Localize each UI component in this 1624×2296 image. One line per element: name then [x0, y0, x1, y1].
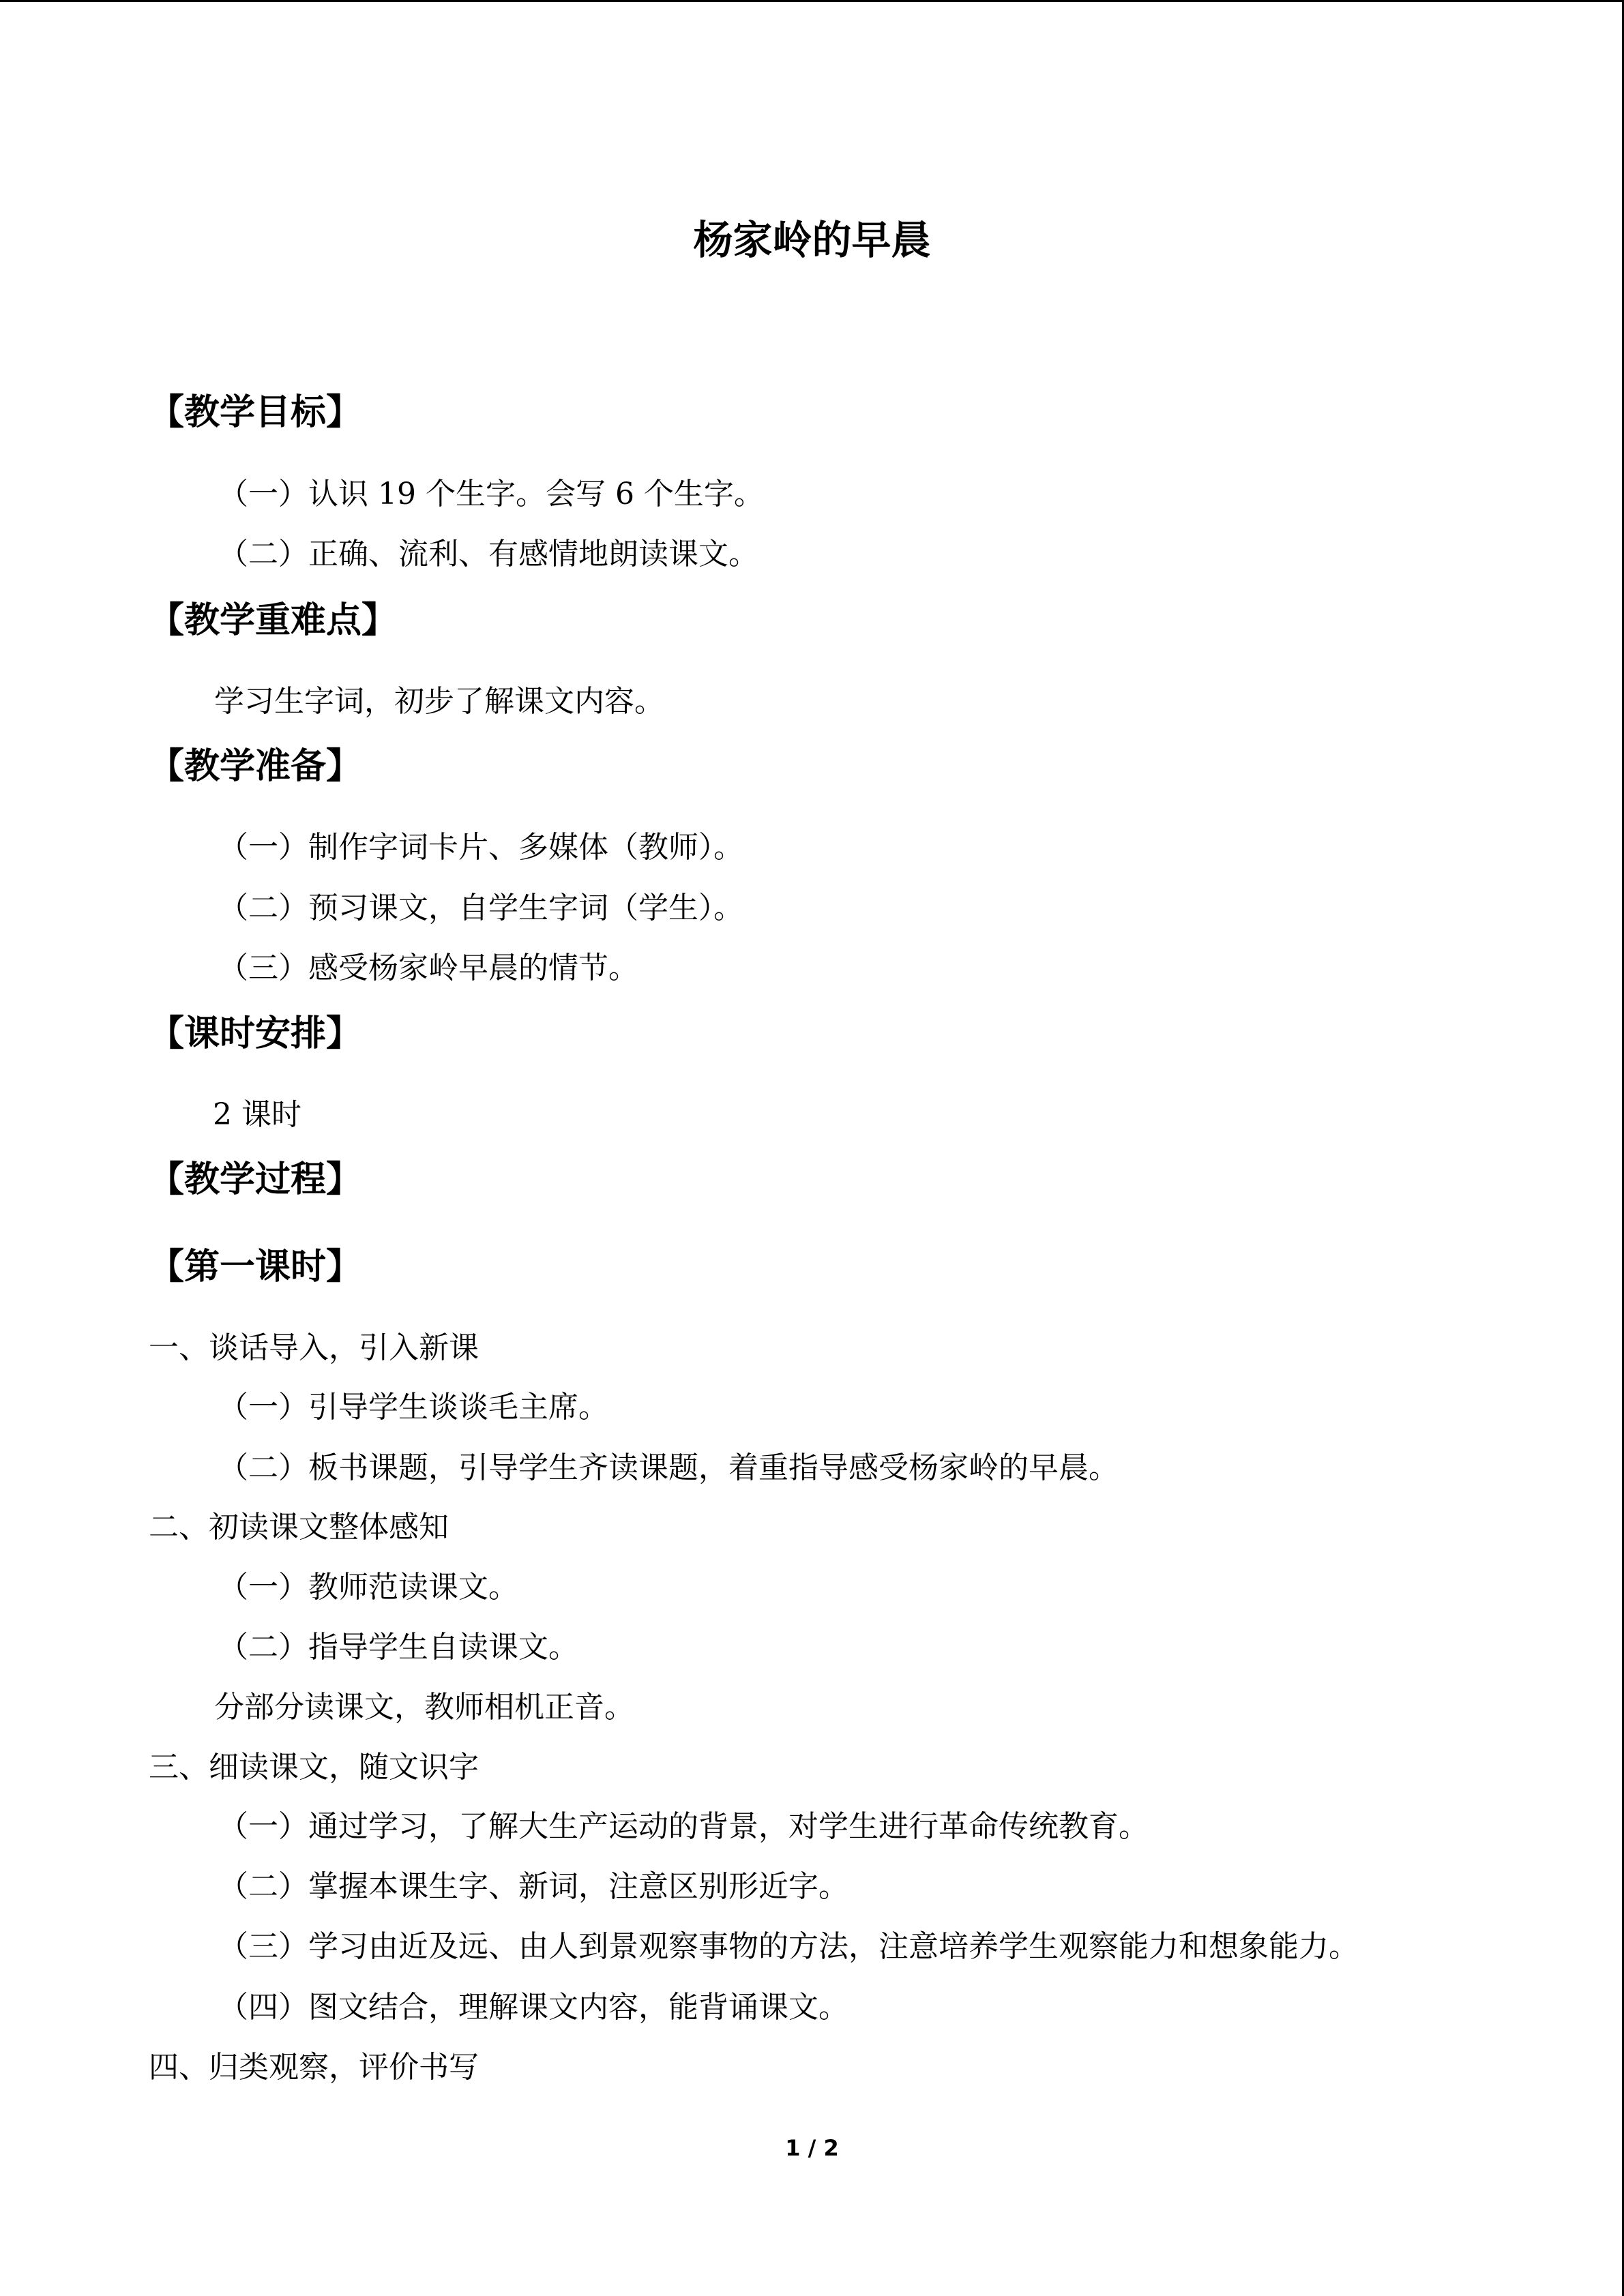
- step-4-title: 四、归类观察，评价书写: [149, 2050, 479, 2085]
- step-1-title: 一、谈话导入，引入新课: [149, 1330, 479, 1365]
- preparation-item-3: （三）感受杨家岭早晨的情节。: [218, 951, 638, 985]
- key-points-heading: 【教学重难点】: [149, 600, 398, 641]
- page-number: 1 / 2: [785, 2135, 839, 2161]
- step-2-item-b: （二）指导学生自读课文。: [218, 1630, 578, 1665]
- page-title: 杨家岭的早晨: [693, 217, 931, 263]
- lesson-one-heading: 【第一课时】: [149, 1247, 362, 1287]
- schedule-text: 2 课时: [213, 1097, 301, 1132]
- goal-item-1: （一）认识 19 个生字。会写 6 个生字。: [218, 477, 764, 511]
- step-3-title: 三、细读课文，随文识字: [149, 1750, 479, 1785]
- step-3-item-d: （四）图文结合，理解课文内容，能背诵课文。: [218, 1990, 848, 2025]
- step-2-title: 二、初读课文整体感知: [149, 1510, 449, 1545]
- goal-item-2: （二）正确、流利、有感情地朗读课文。: [218, 537, 758, 571]
- step-3-item-a: （一）通过学习，了解大生产运动的背景，对学生进行革命传统教育。: [218, 1809, 1149, 1844]
- step-3-item-b: （二）掌握本课生字、新词，注意区别形近字。: [218, 1869, 848, 1904]
- preparation-heading: 【教学准备】: [149, 746, 362, 787]
- top-border-line: [0, 0, 1624, 2]
- preparation-item-1: （一）制作字词卡片、多媒体（教师）。: [218, 830, 743, 865]
- schedule-heading: 【课时安排】: [149, 1013, 362, 1054]
- step-1-item-a: （一）引导学生谈谈毛主席。: [218, 1390, 608, 1425]
- goals-heading: 【教学目标】: [149, 392, 362, 433]
- step-2-item-c: 分部分读课文，教师相机正音。: [214, 1690, 634, 1725]
- step-3-item-c: （三）学习由近及远、由人到景观察事物的方法，注意培养学生观察能力和想象能力。: [218, 1929, 1359, 1964]
- step-2-item-a: （一）教师范读课文。: [218, 1570, 518, 1605]
- key-points-text: 学习生字词，初步了解课文内容。: [214, 684, 664, 719]
- step-1-item-b: （二）板书课题，引导学生齐读课题，着重指导感受杨家岭的早晨。: [218, 1450, 1119, 1485]
- preparation-item-2: （二）预习课文，自学生字词（学生）。: [218, 891, 743, 925]
- process-heading: 【教学过程】: [149, 1159, 362, 1200]
